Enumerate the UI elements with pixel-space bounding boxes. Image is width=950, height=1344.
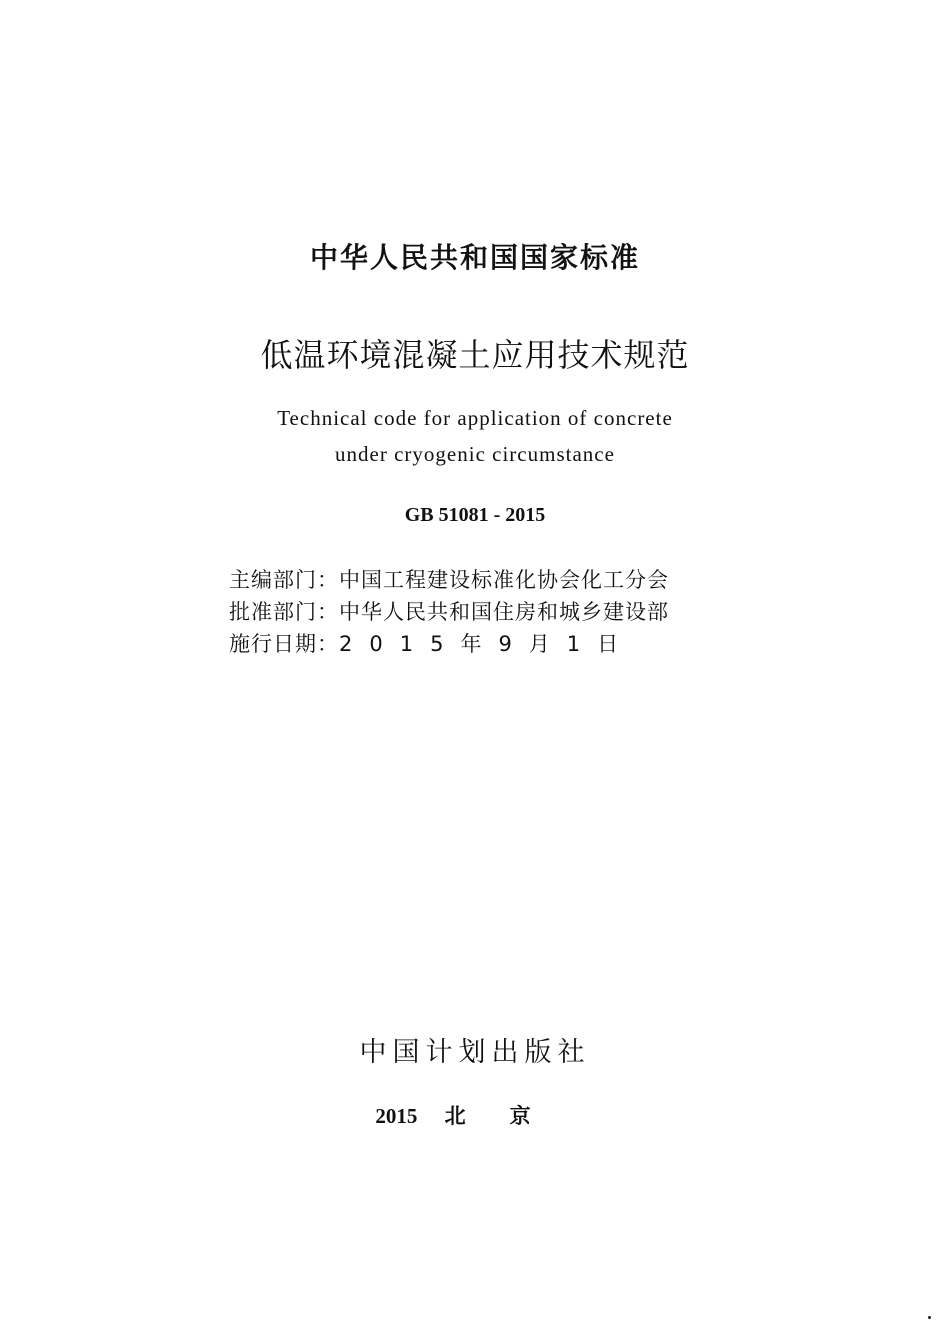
scan-speck	[928, 1316, 931, 1319]
approval-value: 中华人民共和国住房和城乡建设部	[339, 600, 669, 624]
national-standard-heading: 中华人民共和国国家标准	[309, 241, 640, 274]
approval-label: 批准部门：	[229, 600, 339, 624]
publication-city: 北京	[444, 1104, 575, 1128]
chief-editor-row	[229, 564, 699, 596]
standard-code: GB 51081 - 2015	[404, 504, 546, 526]
standard-metadata	[229, 564, 699, 660]
publication-year: 2015	[375, 1104, 418, 1128]
chief-editor-label: 主编部门：	[229, 568, 339, 592]
effective-date-label: 施行日期：	[229, 632, 339, 656]
effective-date-row	[229, 628, 699, 660]
chief-editor-value: 中国工程建设标准化协会化工分会	[339, 568, 669, 592]
standard-title-chinese: 低温环境混凝土应用技术规范	[260, 336, 690, 374]
publication-place	[0, 1100, 950, 1130]
publisher-name: 中国计划出版社	[359, 1037, 591, 1068]
approval-row	[229, 596, 699, 628]
effective-date-value: 2015年9月1日	[339, 632, 636, 656]
standard-title-english-line-2: under cryogenic circumstance	[335, 442, 615, 466]
standard-title-english-line-1: Technical code for application of concrete	[277, 406, 673, 430]
